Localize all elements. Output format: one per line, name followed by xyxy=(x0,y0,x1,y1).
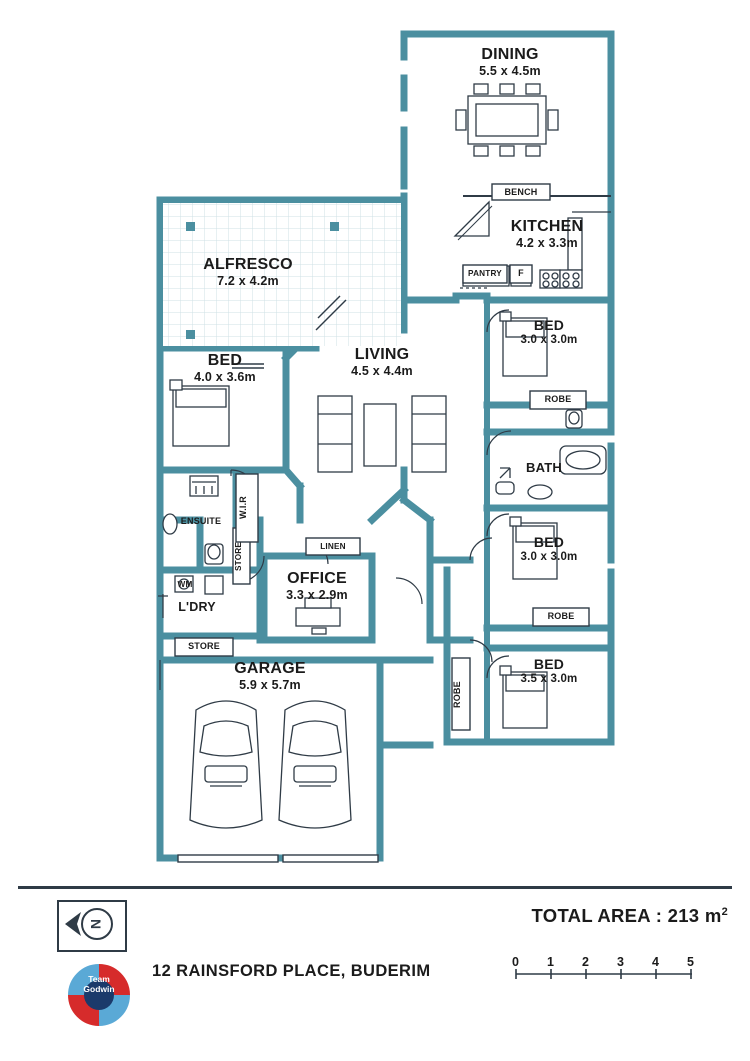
room-label-living: LIVING 4.5 x 4.4m xyxy=(351,346,413,378)
room-label-bed-4: BED 3.5 x 3.0m xyxy=(520,656,578,685)
scale-tick-labels: 0 1 2 3 4 5 xyxy=(512,955,694,969)
svg-text:N: N xyxy=(88,918,104,930)
label-linen: LINEN xyxy=(320,542,346,551)
room-label-bed-2: BED 3.0 x 3.0m xyxy=(520,317,578,346)
bathroom-fixtures xyxy=(496,410,606,499)
label-robe-2: ROBE xyxy=(547,611,575,621)
label-robe-3: ROBE xyxy=(452,681,462,709)
room-label-dining: DINING 5.5 x 4.5m xyxy=(479,46,541,78)
label-store-garage: STORE xyxy=(188,641,220,651)
footer-divider xyxy=(18,886,732,889)
ensuite-laundry-fixtures xyxy=(158,476,223,618)
label-robe-1: ROBE xyxy=(544,394,572,404)
room-label-alfresco: ALFRESCO 7.2 x 4.2m xyxy=(203,256,293,288)
label-bath: BATH xyxy=(526,460,562,475)
team-godwin-logo xyxy=(66,962,132,1028)
label-bench: BENCH xyxy=(504,187,538,197)
scale-bar xyxy=(512,952,700,984)
label-laundry: L'DRY xyxy=(178,600,216,614)
label-fridge: F xyxy=(518,268,524,278)
dining-table-furniture xyxy=(456,84,558,156)
room-label-bed-master: BED 4.0 x 3.6m xyxy=(194,352,256,384)
property-address: 12 RAINSFORD PLACE, BUDERIM xyxy=(152,962,431,980)
label-ensuite: ENSUITE xyxy=(180,516,222,526)
office-furniture xyxy=(296,598,340,634)
total-area-label: TOTAL AREA : 213 $m^2$ xyxy=(531,905,728,926)
label-washing-machine: WM xyxy=(177,580,193,589)
logo-text: Team Godwin xyxy=(83,974,115,994)
room-label-office: OFFICE 3.3 x 2.9m xyxy=(286,570,348,602)
garage-cars xyxy=(190,701,351,828)
compass-icon xyxy=(57,900,127,952)
room-label-bed-3: BED 3.0 x 3.0m xyxy=(520,534,578,563)
label-store-hall: STORE xyxy=(234,541,243,571)
living-furniture xyxy=(318,396,446,472)
room-label-garage: GARAGE 5.9 x 5.7m xyxy=(234,660,306,692)
label-wir: W.I.R xyxy=(238,496,248,520)
label-pantry: PANTRY xyxy=(468,269,502,278)
room-label-kitchen: KITCHEN 4.2 x 3.3m xyxy=(510,218,584,250)
